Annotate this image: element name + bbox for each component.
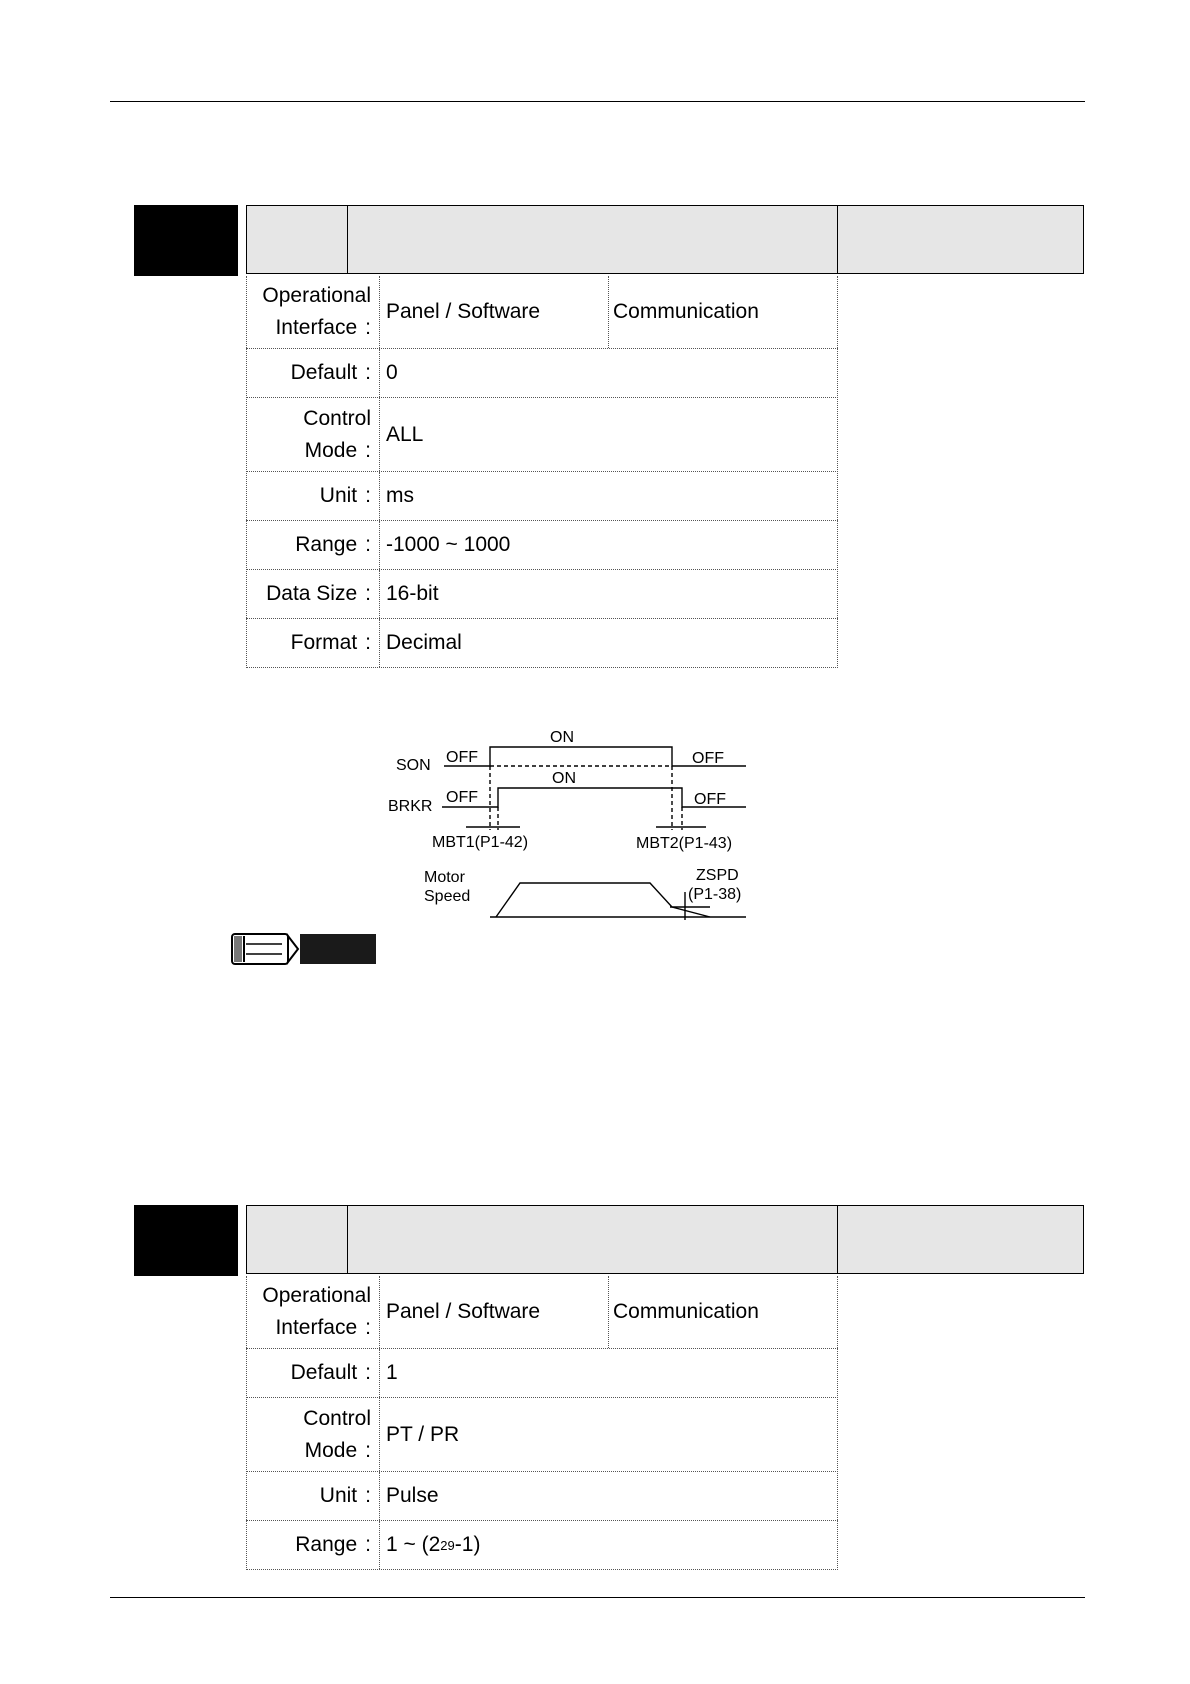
table-row [246,1349,838,1398]
row-value: ms [386,484,414,507]
brake-timing-diagram [380,720,760,920]
table-row [246,1472,838,1521]
row-value: -1000 ~ 1000 [386,533,511,556]
row-value [386,1521,838,1569]
p138-label: (P1-38) [688,886,742,903]
header-rule [110,101,1085,102]
row-value: PT / PR [386,1422,460,1446]
motor-label: Motor [424,869,465,886]
speed-label: Speed [424,888,471,905]
table-row [246,349,838,398]
header-divider [347,1206,348,1273]
range-value-tail: -1) [454,1533,481,1556]
row-value: 16-bit [386,582,439,605]
table-row [246,1398,838,1472]
table-row [246,619,838,668]
parameter-header-2 [246,1205,1084,1274]
row-label: Control Mode : [246,398,380,471]
range-value-base: 1 ~ (2 [386,1533,441,1556]
row-value: 0 [386,361,398,384]
row-value-2: Communication [608,1276,838,1348]
table-row [246,1276,838,1349]
row-value: Decimal [386,631,462,654]
row-label: Unit : [246,472,380,520]
header-divider [837,1206,838,1273]
range-value-exponent: 29 [440,1537,455,1553]
table-row [246,276,838,349]
row-label: Control Mode : [246,1398,380,1471]
table-row [246,521,838,570]
parameter-tab-2 [134,1205,238,1276]
row-label: Data Size : [246,570,380,618]
brkr-label: BRKR [388,798,433,815]
parameter-header-1 [246,205,1084,274]
brkr-off-label-2: OFF [694,791,726,808]
row-label: Format : [246,619,380,667]
footer-rule [110,1597,1085,1598]
son-off-label: OFF [446,749,478,766]
son-label: SON [396,757,431,774]
header-divider [347,206,348,273]
motor-speed-curve [496,883,710,917]
mbt2-label: MBT2(P1-43) [636,835,733,852]
son-off-label-2: OFF [692,750,724,767]
row-value-2: Communication [608,276,838,348]
parameter-table-1 [246,276,838,668]
row-value: Panel / Software [386,1300,541,1323]
brkr-on-label: ON [552,770,576,787]
row-label: Range : [246,1521,380,1569]
note-pencil-icon [230,932,380,966]
parameter-tab-1 [134,205,238,276]
zspd-label: ZSPD [696,867,739,884]
row-label: Operational Interface : [246,1276,380,1348]
table-row [246,398,838,472]
brkr-off-label: OFF [446,789,478,806]
row-label: Operational Interface : [246,276,380,348]
table-row [246,472,838,521]
mbt1-label: MBT1(P1-42) [432,834,529,851]
parameter-table-2 [246,1276,838,1570]
row-label: Range : [246,521,380,569]
row-value: ALL [386,422,424,446]
header-divider [837,206,838,273]
table-row [246,1521,838,1570]
row-value: Panel / Software [386,300,541,323]
row-label: Unit : [246,1472,380,1520]
son-on-label: ON [550,729,574,746]
row-value: Pulse [386,1484,439,1507]
table-row [246,570,838,619]
row-label: Default : [246,1349,380,1397]
row-value: 1 [386,1361,398,1384]
row-label: Default : [246,349,380,397]
